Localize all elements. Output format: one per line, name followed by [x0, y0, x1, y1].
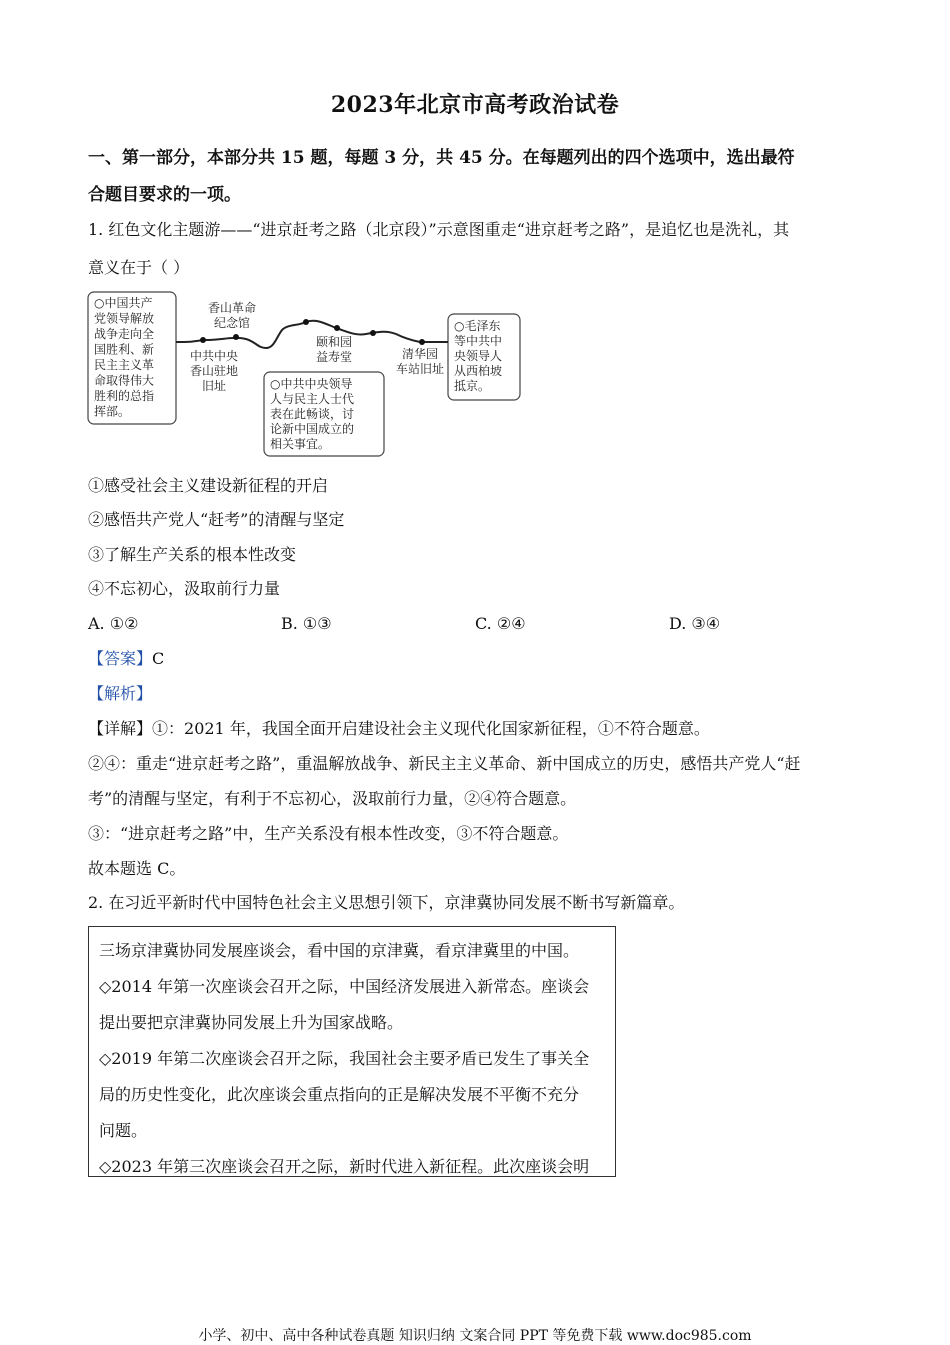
label-qinghua [396, 346, 444, 376]
q2-box-line-3: 提出要把京津冀协同发展上升为国家战略。 [99, 1013, 404, 1032]
q1-option-a: A. ①② [88, 614, 139, 633]
note_left-line: 战争走向全 [94, 327, 155, 341]
q1-choice-3: ③了解生产关系的根本性改变 [88, 545, 297, 564]
label-xiangshan-memorial [208, 300, 256, 330]
label_yiheyuan-line: 益寿堂 [315, 350, 353, 364]
label_yiheyuan-line: 颐和园 [315, 335, 353, 349]
route-diagram [86, 290, 526, 460]
q2-box-line-4: ◇2019 年第二次座谈会召开之际，我国社会主要矛盾已发生了事关全 [99, 1049, 590, 1068]
q1-detail-3: ③：“进京赶考之路”中，生产关系没有根本性改变，③不符合题意。 [88, 824, 569, 843]
answer-value: C [152, 649, 165, 668]
label_xiangshan_memorial-line: 香山革命 [207, 301, 257, 315]
page-footer: 小学、初中、高中各种试卷真题 知识归纳 文案合同 PPT 等免费下载 www.doc985.com [198, 1328, 752, 1344]
label_xiangshan_site-line: 香山驻地 [189, 364, 239, 378]
q1-option-c: C. ②④ [475, 614, 526, 633]
q1-choice-4: ④不忘初心，汲取前行力量 [88, 579, 281, 598]
note_middle-line: 人与民主人士代 [270, 392, 355, 406]
q1-detail-2a: ②④：重走“进京赶考之路”，重温解放战争、新民主主义革命、新中国成立的历史，感悟共产党人“赶 [88, 754, 801, 773]
q2-stem: 2. 在习近平新时代中国特色社会主义思想引领下，京津冀协同发展不断书写新篇章。 [88, 893, 685, 912]
note_right-line: 等中共中 [454, 334, 503, 348]
label_xiangshan_site-line: 中共中央 [189, 349, 239, 363]
stop-yiheyuan [334, 325, 340, 331]
note_left-line: 命取得伟大 [94, 373, 155, 388]
q2-material-box [88, 926, 616, 1177]
label-xiangshan-site [190, 348, 238, 393]
note_left-line: 国胜利、新 [94, 342, 155, 357]
stop-xiangshan-memorial [233, 334, 239, 340]
stop-qinghua [419, 339, 425, 345]
q2-box-line-7: ◇2023 年第三次座谈会召开之际，新时代进入新征程。此次座谈会明 [99, 1157, 590, 1176]
analysis-tag: 【解析】 [88, 684, 153, 703]
stop-route-mid [303, 319, 309, 325]
note_right-line: 央领导人 [454, 349, 503, 363]
q1-detail-2b: 考”的清醒与坚定，有利于不忘初心，汲取前行力量，②④符合题意。 [88, 789, 577, 808]
q1-analysis [88, 682, 868, 706]
q1-conclusion: 故本题选 C。 [88, 859, 186, 878]
q1-choice-2: ②感悟共产党人“赶考”的清醒与坚定 [88, 510, 345, 529]
section-heading-line1: 一、第一部分，本部分共 15 题，每题 3 分，共 45 分。在每题列出的四个选项中，选出最符 [88, 148, 795, 168]
stop-xiangshan-site [200, 337, 206, 343]
note_left-line: 党领导解放 [94, 311, 155, 326]
q2-box-line-5: 局的历史性变化，此次座谈会重点指向的正是解决发展不平衡不充分 [99, 1085, 580, 1104]
label_xiangshan_memorial-line: 纪念馆 [213, 316, 251, 330]
section-heading-line2: 合题目要求的一项。 [88, 185, 241, 205]
note_middle-line: ○中共中央领导 [270, 377, 353, 391]
note_right-line: ○毛泽东 [454, 319, 501, 333]
q2-box-line-1: 三场京津冀协同发展座谈会，看中国的京津冀，看京津冀里的中国。 [99, 941, 580, 960]
q1-detail-1 [88, 717, 868, 741]
q1-option-d: D. ③④ [669, 614, 721, 633]
q1-answer [88, 647, 868, 671]
answer-tag: 【答案】 [88, 649, 153, 668]
q1-option-b: B. ①③ [281, 614, 332, 633]
label-yiheyuan [316, 335, 352, 364]
detail-tag: 【详解】 [88, 719, 153, 738]
page-title: 2023年北京市高考政治试卷 [330, 92, 620, 118]
note_left-line: ○中国共产 [94, 296, 153, 310]
label_qinghua-line: 清华园 [401, 347, 439, 361]
q1-choice-1: ①感受社会主义建设新征程的开启 [88, 476, 329, 495]
stop-route-east [370, 330, 376, 336]
note_middle-line: 相关事宜。 [270, 437, 331, 451]
q1-stem-line2: 意义在于（ ） [88, 258, 190, 277]
label_qinghua-line: 车站旧址 [395, 362, 445, 376]
note_left-line: 挥部。 [94, 404, 131, 419]
q2-box-line-2: ◇2014 年第一次座谈会召开之际，中国经济发展进入新常态。座谈会 [99, 977, 590, 996]
note_right-line: 抵京。 [454, 379, 491, 393]
note_middle-line: 论新中国成立的 [270, 422, 355, 436]
detail-text-1: ①：2021 年，我国全面开启建设社会主义现代化国家新征程，①不符合题意。 [152, 719, 710, 738]
q2-box-line-6: 问题。 [99, 1121, 148, 1140]
note_right-line: 从西柏坡 [454, 364, 503, 378]
note_middle-line: 表在此畅谈，讨 [270, 407, 355, 421]
q1-stem-line1: 1. 红色文化主题游——“进京赶考之路（北京段）”示意图重走“进京赶考之路”，是追忆也是洗礼，其 [88, 220, 790, 239]
label_xiangshan_site-line: 旧址 [201, 379, 227, 393]
note_left-line: 胜利的总指 [94, 389, 155, 403]
note_left-line: 民主主义革 [94, 358, 155, 372]
